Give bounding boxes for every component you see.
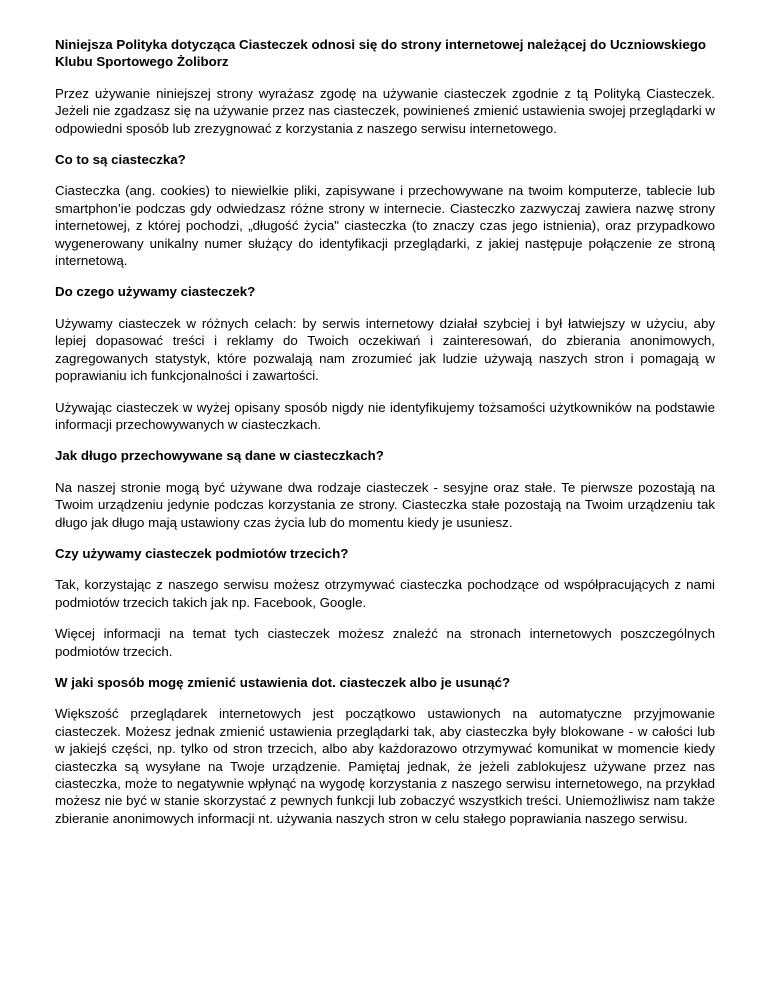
section-heading: Jak długo przechowywane są dane w ciasteczkach? (55, 448, 384, 464)
section-paragraph: Używając ciasteczek w wyżej opisany sposób nigdy nie identyfikujemy tożsamości użytkowników na podstawie informacji przechowywanych w ciasteczkach. (55, 399, 715, 432)
document-title: Niniejsza Polityka dotycząca Ciasteczek odnosi się do strony internetowej należącej do Uczniowskiego Klubu Sportowego Żoliborz (55, 37, 707, 70)
section-paragraph: Większość przeglądarek internetowych jest początkowo ustawionych na automatyczne przyjmowanie ciasteczek. Możesz jednak zmienić ustawienia przeglądarki tak, aby ciasteczka były blokowane - w całości lub w jakiejś części, np. tylko od stron trzecich, albo aby każdorazowo otrzymywać komunikat w momencie kiedy ciasteczka są wysyłane na Twoje urządzenie. Pamiętaj jednak, że jeżeli zablokujesz używane przez nas ciasteczka, może to negatywnie wpłynąć na wygodę korzystania z naszego serwisu internetowego, na przykład możesz nie być w stanie skorzystać z pewnych funkcji lub zobaczyć wszystkich treści. Uniemożliwisz nam także zbieranie anonimowych informacji nt. używania naszych stron w celu stałego poprawiania naszego serwisu. (55, 706, 715, 826)
section-paragraph: Na naszej stronie mogą być używane dwa rodzaje ciasteczek - sesyjne oraz stałe. Te pierwsze pozostają na Twoim urządzeniu jedynie podczas korzystania ze strony. Ciasteczka stałe pozostają na Twoim urządzeniu tak długo jak długo mają ustawiony czas życia lub do momentu kiedy je usuniesz. (55, 479, 715, 530)
section-cookie-duration (55, 447, 715, 531)
section-paragraph: Tak, korzystając z naszego serwisu możesz otrzymywać ciasteczka pochodzące od współpracujących z nami podmiotów trzecich takich jak np. Facebook, Google. (55, 577, 715, 610)
section-heading: Czy używamy ciasteczek podmiotów trzecich? (55, 545, 349, 561)
section-why-cookies (55, 283, 715, 433)
section-change-settings (55, 674, 715, 827)
section-paragraph: Używamy ciasteczek w różnych celach: by serwis internetowy działał szybciej i był łatwiejszy w użyciu, aby lepiej dopasować treści i reklamy do Twoich oczekiwań i zainteresowań, do zbierania anonimowych, zagregowanych statystyk, które pozwalają nam zrozumieć jak ludzie używają naszych stron i pomagają w poprawianiu ich funkcjonalności i zawartości. (55, 315, 715, 384)
section-heading: W jaki sposób mogę zmienić ustawienia dot. ciasteczek albo je usunąć? (55, 674, 511, 690)
section-third-party-cookies (55, 545, 715, 660)
document-page (55, 36, 715, 841)
section-paragraph: Więcej informacji na temat tych ciasteczek możesz znaleźć na stronach internetowych poszczególnych podmiotów trzecich. (55, 626, 715, 659)
section-heading: Co to są ciasteczka? (55, 152, 186, 168)
intro-paragraph: Przez używanie niniejszej strony wyrażasz zgodę na używanie ciasteczek zgodnie z tą Polityką Ciasteczek. Jeżeli nie zgadzasz się na używanie przez nas ciasteczek, powinieneś zmienić ustawienia swojej przeglądarki w odpowiedni sposób lub zrezygnować z korzystania z naszego serwisu internetowego. (55, 85, 715, 136)
section-what-are-cookies (55, 151, 715, 269)
section-paragraph: Ciasteczka (ang. cookies) to niewielkie pliki, zapisywane i przechowywane na twoim komputerze, tablecie lub smartphon’ie podczas gdy odwiedzasz różne strony w internecie. Ciasteczko zazwyczaj zawiera nazwę strony internetowej, z której pochodzi, „długość życia" ciasteczka (to znaczy czas jego istnienia), oraz przypadkowo wygenerowany unikalny numer służący do identyfikacji przeglądarki, z jakiej następuje połączenie ze stroną internetową. (55, 183, 715, 269)
section-heading: Do czego używamy ciasteczek? (55, 284, 256, 300)
